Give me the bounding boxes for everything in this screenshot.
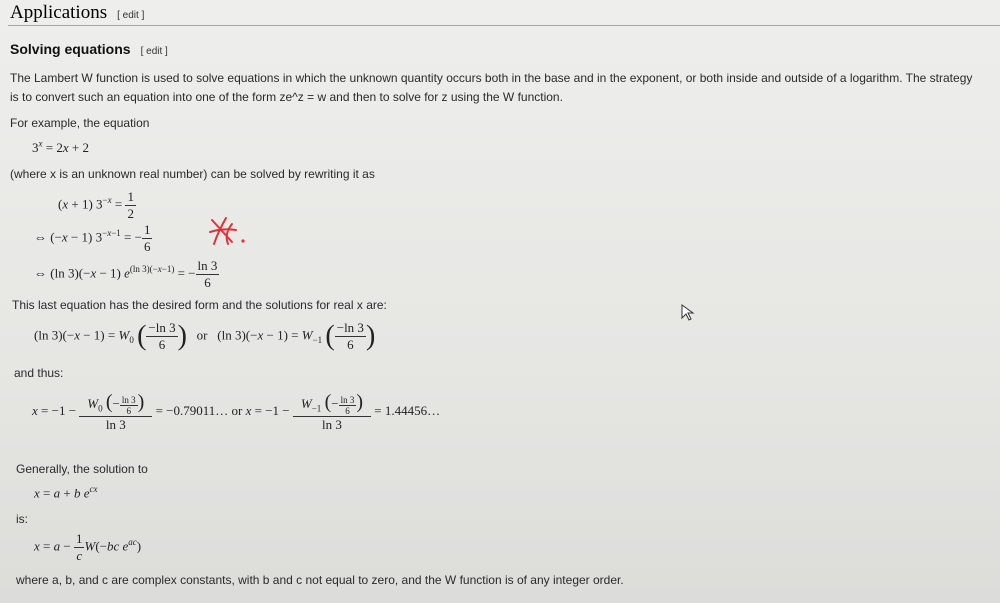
value-w-minus1: = 1.44456… [374,402,441,418]
for-example-text: For example, the equation [10,116,150,130]
subheading-text: Solving equations [10,41,131,57]
heading-text: Applications [10,2,108,23]
intro-paragraph-line1: The Lambert W function is used to solve equations in which the unknown quantity occurs both in the base and in the exponent, or both inside and outside of a logarithm. The strategy [10,71,973,85]
mouse-cursor-icon [680,303,696,323]
equation-rewrite-3: ⇔ (ln 3)(−x − 1) $e^{(ln 3)(-x-1)}$ = − $\frac{\ln 3}{6}$ [34,258,218,290]
equation-exponential: $3^x = 2x + 2$ [32,139,89,156]
handwritten-mark-icon [206,214,250,250]
generally-text: Generally, the solution to [16,462,148,476]
equation-x-values: x = −1 − $W_0$ (− $\frac{\ln 3}{6}$ ) ln 3 = −0.79011… or x = −1 − $W_{-1}$ (− $\frac{\ln 3}{6}$ ) ln 3 = 1.44456… [32,391,441,432]
equation-solutions: (ln $3)(-x - 1) = W_0$ ( $\frac{-\ln 3}{6}$ ) or (ln $3)(-x - 1) = W_{-1}$ ( $\frac{-\ln 3}{6}$ ) [34,320,376,352]
equation-rewrite-1: (x + 1) $3^{-x}$ = $\frac{1}{2}$ [58,189,134,221]
intro-paragraph-line2: is to convert such an equation into one of the form ze^z = w and then to solve for z using the W function. [10,90,563,104]
equation-general: x = a + b $e^{cx}$ [34,484,98,501]
is-text: is: [16,512,28,526]
or-text: or [196,327,208,343]
or-text-2: or [231,402,243,418]
equation-general-solution: x = a − $\frac{1}{c}$ W(−bc $e^{ac}$) [34,531,142,563]
where-abc-text: where a, b, and c are complex constants, with b and c not equal to zero, and the W function is of any integer order. [16,573,624,587]
value-w0: = −0.79011… [155,402,229,418]
edit-link-solving[interactable]: [ edit ] [140,46,168,57]
where-x-text: (where x is an unknown real number) can be solved by rewriting it as [10,167,375,181]
section-heading-applications [10,2,144,24]
equation-rewrite-2: ⇔ (−x − 1) $3^{-x-1}$ = − $\frac{1}{6}$ [34,222,151,254]
heading-divider [8,25,1000,26]
last-equation-text: This last equation has the desired form and the solutions for real x are: [12,298,387,312]
and-thus-text: and thus: [14,366,64,380]
edit-link-applications[interactable]: [ edit ] [117,10,145,21]
subsection-heading-solving-equations [10,41,168,57]
